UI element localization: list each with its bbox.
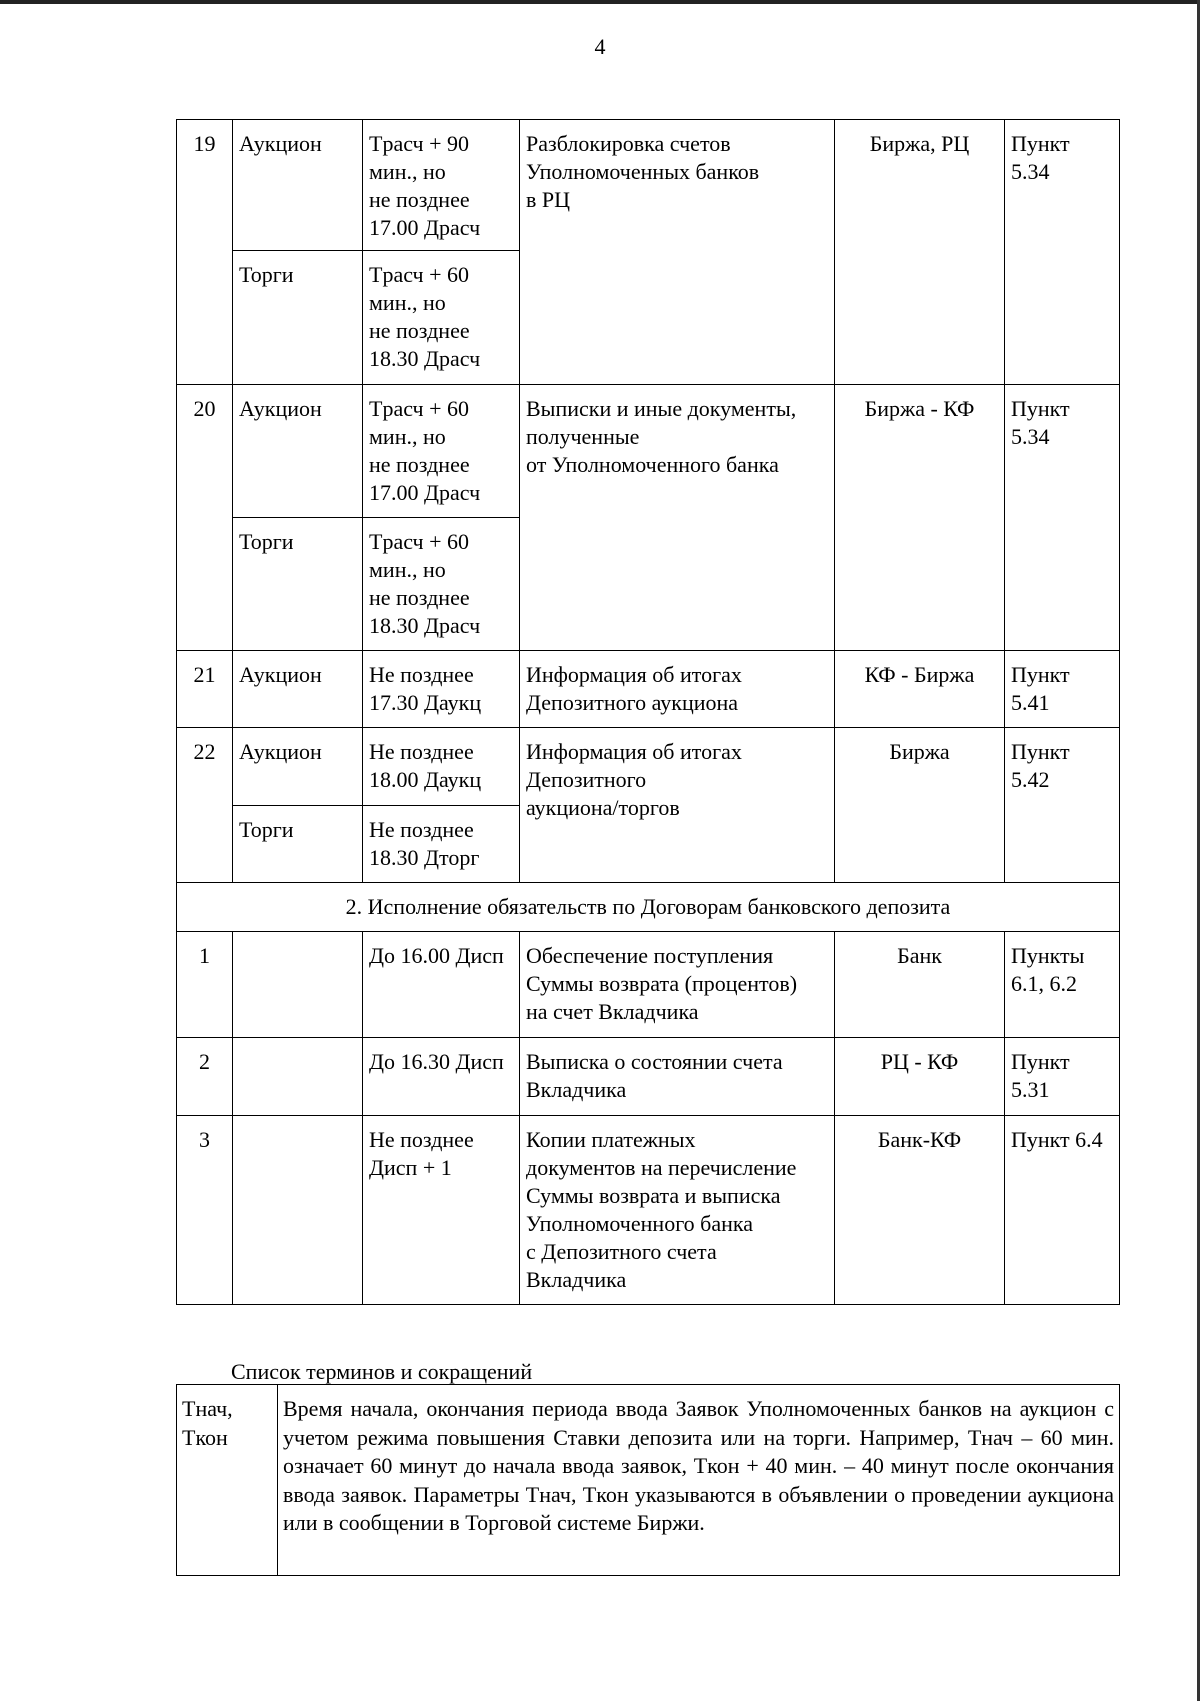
row-number: 20: [177, 385, 233, 651]
action-description: Информация об итогах Депозитного аукциона/торгов: [520, 728, 835, 883]
responsible-party: КФ - Биржа: [835, 651, 1005, 728]
responsible-party: РЦ - КФ: [835, 1038, 1005, 1116]
row-number: 21: [177, 651, 233, 728]
deadline: До 16.30 Дисп: [363, 1038, 520, 1116]
reference-clause: Пункт 5.41: [1005, 651, 1120, 728]
action-description: Разблокировка счетов Уполномоченных банков в РЦ: [520, 120, 835, 385]
term-abbreviation: Tнач, Tкон: [177, 1385, 278, 1576]
procedure-type: [233, 932, 363, 1038]
table-row: [177, 651, 1120, 728]
table-row: [177, 1038, 1120, 1116]
reference-clause: Пункт 6.4: [1005, 1116, 1120, 1305]
procedure-type: [233, 1116, 363, 1305]
deadline: Tрасч + 60 мин., но не позднее 18.30 Драсч: [363, 518, 520, 651]
action-description: Выписки и иные документы, полученные от Уполномоченного банка: [520, 385, 835, 651]
terms-table: [176, 1384, 1120, 1576]
schedule-table: [176, 119, 1120, 1305]
deadline: Не позднее Дисп + 1: [363, 1116, 520, 1305]
deadline: Не позднее 18.00 Даукц: [363, 728, 520, 806]
action-description: Информация об итогах Депозитного аукциона: [520, 651, 835, 728]
row-number: 22: [177, 728, 233, 883]
row-number: 3: [177, 1116, 233, 1305]
action-description: Выписка о состоянии счета Вкладчика: [520, 1038, 835, 1116]
deadline: До 16.00 Дисп: [363, 932, 520, 1038]
row-number: 2: [177, 1038, 233, 1116]
term-definition: Время начала, окончания периода ввода Заявок Уполномоченных банков на аукцион с учетом режима повышения Ставки депозита или на торги. Например, Tнач – 60 мин. означает 60 минут до начала ввода заявок, Tкон + 40 мин. – 40 минут после окончания ввода заявок. Параметры Tнач, Tкон указываются в объявлении о проведении аукциона или в сообщении в Торговой системе Биржи.: [278, 1385, 1120, 1576]
procedure-type: Торги: [233, 251, 363, 385]
responsible-party: Биржа - КФ: [835, 385, 1005, 651]
responsible-party: Банк: [835, 932, 1005, 1038]
table-row: [177, 1385, 1120, 1576]
responsible-party: Банк-КФ: [835, 1116, 1005, 1305]
deadline: Не позднее 17.30 Даукц: [363, 651, 520, 728]
reference-clause: Пункты 6.1, 6.2: [1005, 932, 1120, 1038]
deadline: Не позднее 18.30 Дторг: [363, 806, 520, 883]
action-description: Обеспечение поступления Суммы возврата (процентов) на счет Вкладчика: [520, 932, 835, 1038]
table-row: [177, 385, 1120, 518]
procedure-type: Аукцион: [233, 651, 363, 728]
deadline: Tрасч + 60 мин., но не позднее 18.30 Драсч: [363, 251, 520, 385]
row-number: 19: [177, 120, 233, 385]
table-row: [177, 932, 1120, 1038]
page-number: 4: [594, 34, 606, 59]
deadline: Tрасч + 60 мин., но не позднее 17.00 Драсч: [363, 385, 520, 518]
section-header-row: [177, 883, 1120, 932]
terms-heading: Список терминов и сокращений: [231, 1359, 533, 1384]
table-row: [177, 120, 1120, 251]
reference-clause: Пункт 5.31: [1005, 1038, 1120, 1116]
procedure-type: Аукцион: [233, 728, 363, 806]
reference-clause: Пункт 5.42: [1005, 728, 1120, 883]
procedure-type: Аукцион: [233, 120, 363, 251]
row-number: 1: [177, 932, 233, 1038]
page-top-border: [0, 0, 1200, 4]
table-row: [177, 1116, 1120, 1305]
action-description: Копии платежных документов на перечисление Суммы возврата и выписка Уполномоченного банка с Депозитного счета Вкладчика: [520, 1116, 835, 1305]
reference-clause: Пункт 5.34: [1005, 120, 1120, 385]
procedure-type: Торги: [233, 518, 363, 651]
responsible-party: Биржа: [835, 728, 1005, 883]
responsible-party: Биржа, РЦ: [835, 120, 1005, 385]
deadline: Tрасч + 90 мин., но не позднее 17.00 Драсч: [363, 120, 520, 251]
reference-clause: Пункт 5.34: [1005, 385, 1120, 651]
section-title: 2. Исполнение обязательств по Договорам банковского депозита: [177, 883, 1120, 932]
procedure-type: Торги: [233, 806, 363, 883]
table-row: [177, 728, 1120, 806]
procedure-type: [233, 1038, 363, 1116]
procedure-type: Аукцион: [233, 385, 363, 518]
